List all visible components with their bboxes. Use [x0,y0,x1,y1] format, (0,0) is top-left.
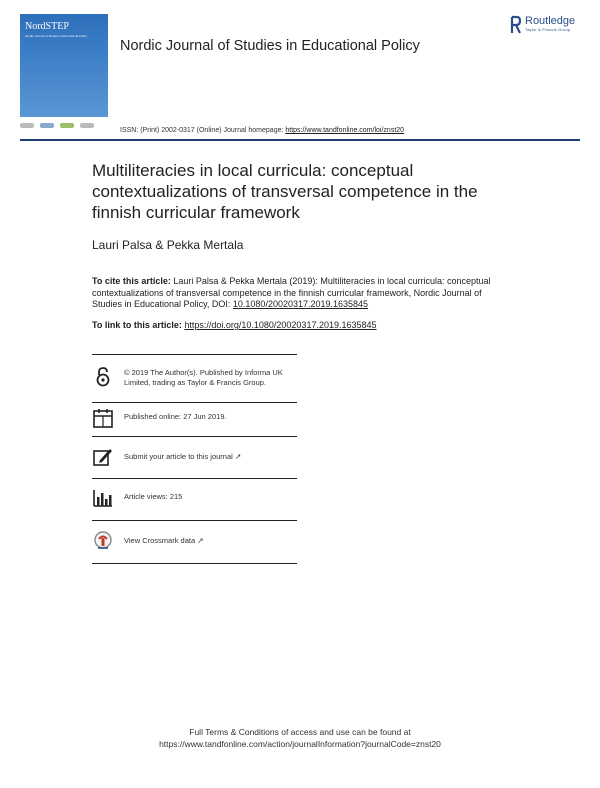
crossmark-link[interactable]: View Crossmark data [124,536,196,545]
divider [92,436,297,437]
divider [92,520,297,521]
publisher-logo [510,15,575,35]
journal-title: Nordic Journal of Studies in Educational Policy [120,38,420,54]
article-link-line [92,320,377,330]
cover-subtitle: Nordic Journal of Studies in Educational Policy [25,34,88,38]
sponsor-logo [20,123,34,128]
terms-footer [0,726,600,750]
calendar-icon [92,407,114,429]
edit-pencil-icon [92,446,114,468]
article-authors: Lauri Palsa & Pekka Mertala [92,238,244,252]
sponsor-logo [80,123,94,128]
views-row [92,487,297,509]
divider [92,354,297,355]
header-divider [20,139,580,141]
open-access-row [92,366,297,388]
bar-chart-icon [92,487,114,509]
submit-article-link[interactable]: Submit your article to this journal [124,452,233,461]
crossmark-row[interactable] [92,530,297,552]
external-link-icon: ↗ [197,536,204,545]
article-views: Article views: 215 [124,492,183,501]
sponsor-logo [40,123,54,128]
external-link-icon: ↗ [234,452,242,461]
article-title: Multiliteracies in local curricula: conceptual contextualizations of transversal competence in the finnish curricular framework [92,161,478,222]
citation-text: Lauri Palsa & Pekka Mertala (2019): Multiliteracies in local curricula: conceptual contextualizations of transversal competence in the finnish curricular framework, Nordic Journal of Studies in Educational Policy, DOI: [92,276,491,309]
divider [92,478,297,479]
cover-title: NordSTEP [25,21,69,32]
published-date: Published online: 27 Jun 2019. [124,412,227,421]
crossmark-icon [92,530,114,552]
sponsor-logo [60,123,74,128]
submit-row[interactable] [92,446,297,468]
terms-url[interactable]: https://www.tandfonline.com/action/journalInformation?journalCode=znst20 [159,739,441,749]
open-lock-icon [92,366,114,388]
license-text: © 2019 The Author(s). Published by Informa UK Limited, trading as Taylor & Francis Group. [124,368,283,387]
doi-link[interactable]: 10.1080/20020317.2019.1635845 [232,299,369,309]
issn-line [120,127,404,134]
publisher-tagline: Taylor & Francis Group [525,27,571,32]
divider [92,402,297,403]
citation-block [92,276,512,311]
journal-homepage-link[interactable]: https://www.tandfonline.com/loi/znst20 [285,127,405,134]
terms-text: Full Terms & Conditions of access and use can be found at [189,727,411,737]
sponsor-logos [20,120,110,130]
link-label: To link to this article: [92,320,185,330]
routledge-r-icon [510,15,522,35]
publisher-name: Routledge [525,15,576,27]
published-row [92,407,297,429]
article-doi-url[interactable]: https://doi.org/10.1080/20020317.2019.1635845 [184,320,377,330]
citation-label: To cite this article: [92,276,171,286]
issn-text: ISSN: (Print) 2002-0317 (Online) Journal homepage: [120,127,286,134]
journal-cover-image [20,14,108,117]
divider [92,563,297,564]
